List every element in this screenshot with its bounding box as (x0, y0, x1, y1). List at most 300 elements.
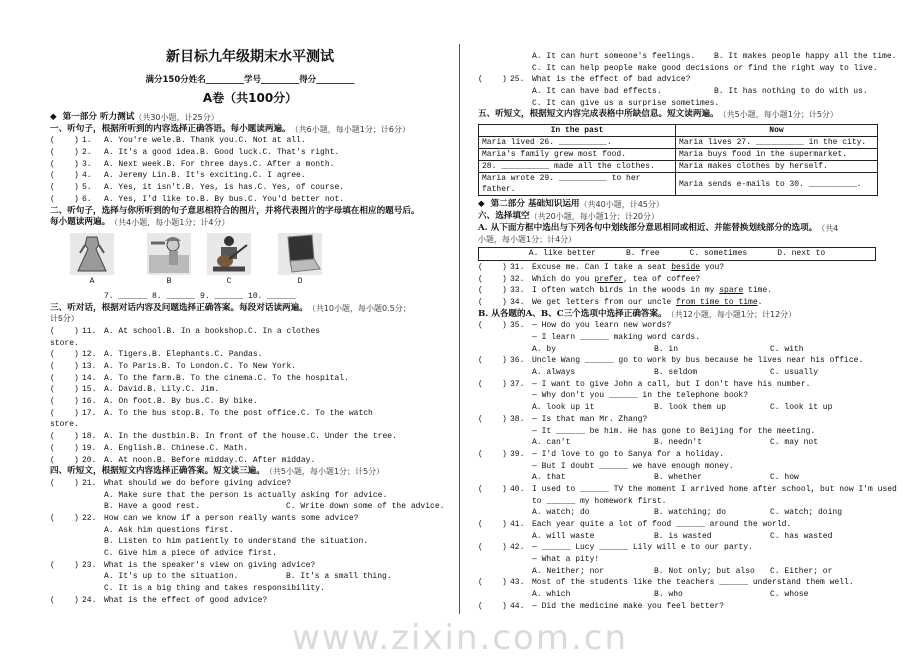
question-text: What is the effect of good advice? (104, 595, 268, 605)
heading-score-note: （共4 (817, 223, 839, 233)
question-text (532, 285, 772, 297)
question-row (478, 262, 914, 274)
question-number: 32. (510, 274, 525, 284)
question-text: Most of the students like the teachers ______ understand them well. (532, 578, 854, 588)
section-heading (478, 309, 914, 321)
question-row (50, 170, 450, 182)
question-row (50, 513, 450, 525)
question-number: 23. (82, 560, 97, 570)
underlined-phrase: prefer (594, 274, 624, 284)
answer-option: C. It can help people make good decisions or find the right way to live. (532, 63, 878, 73)
question-number: 20. (82, 455, 97, 465)
table-row (479, 149, 878, 161)
section-heading (478, 109, 914, 121)
question-row (478, 519, 914, 531)
answer-option: B. To London. (161, 362, 225, 371)
question-number: 12. (82, 350, 97, 360)
picture-row (50, 229, 450, 291)
answer-option: A. To Paris. (104, 362, 162, 371)
dialogue-line (50, 291, 450, 303)
answer-blank[interactable]: ( ) (50, 408, 79, 418)
section-heading (50, 217, 450, 229)
answer-blank[interactable]: ( ) (478, 75, 507, 85)
answer-option: C. look it up (770, 403, 833, 413)
option-row (50, 571, 450, 583)
answer-blank[interactable]: ( ) (50, 513, 79, 523)
continuation-text (50, 314, 450, 326)
answer-blank[interactable]: ( ) (50, 194, 79, 204)
answer-blank[interactable]: ( ) (50, 560, 79, 570)
question-number: 4. (82, 171, 92, 181)
answer-option: C. After midday. (238, 455, 316, 465)
answer-option: A. Yes, it isn't. (104, 183, 186, 193)
answer-option: A. Next week. (104, 159, 167, 169)
answer-option: C. To the watch (300, 408, 373, 418)
answer-option: B. Before midday. (156, 455, 239, 465)
question-row (478, 414, 914, 426)
option-row (478, 472, 914, 484)
answer-option: C. By bike. (204, 397, 258, 407)
table-cell: Maria lived 26. __________. (479, 137, 676, 149)
answer-blank[interactable]: ( ) (478, 262, 507, 272)
answer-option: B. Lily. (147, 385, 186, 395)
answer-option: C. That's right. (262, 148, 340, 158)
heading-instruction: 四、听短文，根据短文内容选择正确答案。短文读三遍。 (50, 466, 265, 477)
picture-label: A (89, 276, 95, 286)
answer-option: A. David. (104, 385, 148, 395)
table-cell: Maria's family grew most food. (479, 149, 676, 161)
question-number: 18. (82, 432, 97, 442)
section-heading (50, 124, 450, 136)
answer-option: B. By bus. (156, 397, 205, 407)
answer-option: C. Jim. (185, 385, 220, 395)
answer-option: C. Give him a piece of advice first. (104, 549, 277, 558)
dialogue-text: to ______ my homework first. (532, 496, 667, 506)
answer-blank[interactable]: ( ) (478, 449, 507, 459)
question-number: 37. (510, 379, 525, 389)
answer-option: B. It's exciting. (171, 171, 253, 181)
answer-blank[interactable]: ( ) (50, 326, 79, 336)
answer-option: A. Tigers. (104, 350, 153, 360)
table-cell: Maria buys food in the supermarket. (676, 149, 878, 161)
diamond-bullet-icon: ◆ (478, 199, 491, 210)
question-row (50, 159, 450, 171)
question-number: 2. (82, 148, 92, 158)
question-row (478, 320, 914, 332)
answer-blank[interactable]: ( ) (50, 148, 79, 158)
answer-option: B. It's a small thing. (286, 572, 392, 582)
option-row (478, 437, 914, 449)
question-row (50, 408, 450, 420)
answer-blank[interactable]: ( ) (50, 397, 79, 407)
answer-blank[interactable]: ( ) (478, 414, 507, 424)
continuation-text-content: store. (50, 420, 79, 430)
option-row (478, 367, 914, 379)
heading-instruction: 六、选择填空 (478, 210, 530, 221)
answer-option: C. To New York. (224, 362, 297, 371)
answer-option: C. how (770, 473, 799, 483)
question-row (478, 297, 914, 309)
picture-label: B (166, 276, 172, 286)
picture-label: D (297, 276, 303, 286)
answer-blank[interactable]: ( ) (478, 543, 507, 553)
question-row (50, 147, 450, 159)
option-row (478, 86, 914, 98)
question-row (50, 373, 450, 385)
question-number: 33. (510, 286, 525, 296)
answer-blank[interactable]: ( ) (478, 484, 507, 494)
question-text: — I'd love to go to Sanya for a holiday. (532, 449, 725, 459)
option-row (50, 548, 450, 560)
info-table (478, 124, 878, 196)
text-segment: We get letters from our uncle (532, 297, 677, 307)
table-row (479, 137, 878, 149)
question-row (50, 361, 450, 373)
table-header: In the past (479, 125, 676, 137)
option-row (50, 536, 450, 548)
answer-blank[interactable]: ( ) (478, 286, 507, 296)
answer-option: C. Write down some of the advice. (286, 502, 445, 512)
answer-blank[interactable]: ( ) (478, 520, 507, 529)
section-heading (50, 206, 450, 218)
question-number: 42. (510, 543, 525, 553)
answer-option: C. It can give us a surprise sometimes. (532, 98, 720, 108)
heading-score-note: （共10小题，每小题0.5分； (307, 303, 411, 313)
question-row (50, 443, 450, 455)
question-number: 16. (82, 397, 97, 407)
question-number: 40. (510, 484, 525, 494)
section-heading (478, 223, 914, 235)
answer-option: C. Either; or (770, 566, 833, 576)
question-row (478, 274, 914, 286)
heading-score-note: （共40小题，计45分） (579, 200, 664, 210)
answer-blank[interactable]: ( ) (50, 595, 79, 605)
question-number: 43. (510, 578, 525, 588)
dialogue-text: — I learn ______ making word cards. (532, 333, 701, 342)
question-text: — Did the medicine make you feel better? (532, 601, 725, 611)
question-number: 1. (82, 136, 92, 146)
answer-option: B. For three days. (166, 159, 253, 169)
diamond-bullet-icon: ◆ (50, 112, 63, 122)
answer-option: C. may not (770, 438, 819, 448)
answer-option: A. Make sure that the person is actually asking for advice. (104, 490, 388, 500)
answer-option: C. You'd better not. (248, 194, 345, 204)
answer-blank[interactable]: ( ) (478, 297, 507, 307)
question-text: — I want to give John a call, but I don't have his number. (532, 379, 811, 389)
heading-instruction: 第二部分 基础知识运用 (490, 199, 580, 210)
right-content (478, 51, 914, 613)
answer-option: A. At noon. (104, 455, 157, 465)
answer-option: A. In the dustbin. (104, 432, 191, 442)
answer-option: B. In a bookshop. (166, 326, 249, 336)
table-row (479, 173, 878, 196)
answer-option: A. To the farm. (104, 373, 177, 383)
heading-instruction: 二、听句子，选择与你所听到的句子意思相符合的图片，并将代表图片的字母填在相应的题号后。 (50, 205, 420, 216)
continuation-text-content: store. (50, 338, 79, 348)
heading-instruction: 第一部分 听力测试 (62, 112, 135, 122)
question-row (478, 379, 914, 391)
answer-option: C. In a clothes (248, 326, 321, 336)
dialogue-line (478, 496, 914, 508)
answer-option: C. To the hospital. (257, 373, 349, 383)
answer-option: B. Thank you. (176, 136, 239, 146)
question-text: What is the speaker's view on giving advice? (104, 560, 316, 570)
question-text: Uncle Wang ______ go to work by bus because he lives near his office. (532, 356, 864, 366)
answer-option: B. To the post office. (195, 408, 301, 418)
table-cell: Maria lives 27. __________ in the city. (676, 137, 878, 149)
question-number: 44. (510, 601, 525, 611)
column-divider (459, 44, 460, 614)
word-option: A. like better (528, 248, 596, 258)
answer-option: C. Not at all. (238, 136, 306, 146)
answer-option: B. It makes people happy all the time. (714, 52, 897, 61)
answer-option: C. After a month. (252, 159, 335, 169)
dialogue-line (478, 332, 914, 344)
answer-option: B. look them up (654, 403, 727, 413)
answer-option: A. Jeremy Lin. (104, 171, 172, 181)
answer-blank[interactable]: ( ) (478, 379, 507, 389)
answer-option: B. Have a good rest. (104, 502, 201, 512)
answer-option: C. with (770, 344, 804, 354)
answer-option: C. It is a big thing and takes responsibility. (104, 584, 325, 594)
answer-option: C. Under the tree. (310, 432, 397, 442)
answer-blank[interactable]: ( ) (50, 432, 79, 442)
question-row (478, 577, 914, 589)
section-heading (478, 211, 914, 223)
boy-guitar-picture (207, 233, 251, 275)
question-row (50, 326, 450, 338)
answer-option: B. To the cinema. (176, 373, 258, 383)
section-heading (50, 466, 450, 478)
heading-instruction: 三、听对话，根据对话内容及问题选择正确答案。每段对话读两遍。 (50, 302, 308, 313)
answer-option: B. Not only; but also (654, 566, 755, 576)
answer-option: C. usually (770, 368, 819, 378)
text-segment: Excuse me. Can I take a seat (532, 262, 672, 272)
answer-option: C. Pandas. (214, 350, 263, 360)
question-row (50, 396, 450, 408)
dialogue-line (478, 461, 914, 473)
answer-option: A. watch; do (532, 508, 590, 518)
exam-title: 新目标九年级期末水平测试 (166, 49, 334, 65)
underlined-phrase: spare (719, 286, 744, 296)
answer-option: B. Good luck. (200, 148, 263, 158)
text-segment: . (757, 297, 763, 307)
answer-blank[interactable]: ( ) (50, 362, 79, 371)
answer-option: B. seldom (654, 368, 698, 378)
exam-info-line: 满分150分姓名_________学号_________得分_________ (145, 75, 355, 85)
question-text: I used to ______ TV the moment I arrived home after school, but now I'm used (532, 484, 897, 494)
question-number: 39. (510, 449, 525, 459)
answer-blank[interactable]: ( ) (50, 183, 79, 193)
answer-option: B. in (654, 344, 679, 354)
question-row (50, 135, 450, 147)
dialogue-text: — Why don't you ______ in the telephone book? (532, 391, 749, 401)
answer-option: B. is wasted (654, 531, 712, 541)
table-cell: Maria makes clothes by herself. (676, 161, 878, 173)
text-segment: time. (743, 286, 773, 296)
heading-instruction: 五、听短文，根据短文内容完成表格中所缺信息。短文读两遍。 (478, 109, 719, 120)
question-number: 14. (82, 373, 97, 383)
answer-blank[interactable]: ( ) (478, 601, 507, 611)
table-cell: Maria sends e-mails to 30. __________. (676, 173, 878, 196)
question-number: 38. (510, 414, 525, 424)
answer-option: C. watch; doing (770, 508, 843, 518)
dialogue-line (478, 426, 914, 438)
question-number: 17. (82, 408, 97, 418)
answer-option: C. whose (770, 590, 809, 600)
answer-option: A. will waste (532, 531, 595, 541)
left-content (50, 112, 450, 606)
question-text: — ______ Lucy ______ Lily will e to our party. (532, 543, 753, 553)
question-number: 3. (82, 159, 92, 169)
question-row (478, 601, 914, 613)
watermark: www.zixin.com.cn (292, 618, 628, 658)
answer-blank[interactable]: ( ) (50, 455, 79, 465)
question-number: 19. (82, 443, 97, 453)
answer-option: A. which (532, 590, 571, 600)
word-option: B. free (625, 248, 660, 258)
word-option: D. next to (777, 248, 826, 258)
question-row (478, 449, 914, 461)
heading-score-note: （共30小题，计25分） (134, 113, 219, 122)
answer-blank[interactable]: ( ) (50, 385, 79, 395)
text-segment: you? (700, 262, 725, 272)
answer-option: B. watching; do (654, 508, 727, 518)
answer-option: A. look up it (532, 403, 595, 413)
answer-blank[interactable]: ( ) (50, 373, 79, 383)
option-row (478, 63, 914, 75)
question-row (478, 542, 914, 554)
question-text: What should we do before giving advice? (104, 478, 292, 488)
question-row (50, 349, 450, 361)
question-text: What is the effect of bad advice? (532, 75, 691, 85)
picture-label: C (226, 276, 232, 286)
table-cell: Maria wrote 29. __________ to her father. (479, 173, 676, 196)
continuation-text (50, 338, 450, 350)
question-text: Each year quite a lot of food ______ around the world. (532, 520, 792, 529)
answer-option: A. It can have bad effects. (532, 87, 662, 97)
answer-option: C. I agree. (252, 171, 306, 181)
heading-score-note: （共6小题，每小题1分；计6分） (290, 124, 410, 134)
question-number: 35. (510, 321, 525, 331)
text-segment: , tea of coffee? (623, 274, 701, 284)
answer-blank[interactable]: ( ) (478, 274, 507, 284)
question-number: 25. (510, 75, 525, 85)
answer-option: B. In front of the house. (190, 432, 311, 442)
answer-option: B. who (654, 590, 683, 600)
continuation-text-content: 计5分） (50, 315, 79, 325)
question-text: How can we know if a person really wants some advice? (104, 513, 359, 523)
answer-option: B. By bus. (200, 194, 249, 204)
question-row (50, 595, 450, 607)
answer-blank[interactable]: ( ) (50, 350, 79, 360)
question-row (478, 484, 914, 496)
answer-option: A. It's a good idea. (104, 148, 201, 158)
answer-option: B. Listen to him patiently to understand the situation. (104, 537, 369, 547)
girl-cooking-picture (147, 233, 191, 275)
question-number: 41. (510, 520, 525, 529)
table-row (479, 161, 878, 173)
option-row (50, 525, 450, 537)
option-row (478, 507, 914, 519)
heading-score-note: （共5小题，每小题1分；计5分） (718, 110, 838, 120)
answer-blank[interactable]: ( ) (50, 171, 79, 181)
answer-option: B. Elephants. (152, 350, 215, 360)
word-option: C. sometimes (689, 248, 748, 258)
question-number: 36. (510, 356, 525, 366)
answer-option: C. Yes, of course. (257, 183, 345, 193)
answer-option: A. It's up to the situation. (104, 572, 239, 582)
question-row (50, 182, 450, 194)
heading-instruction: 一、听句子，根据所听到的内容选择正确答语。每小题读两遍。 (50, 123, 291, 134)
heading-score-note: 小题，每小题1分；计4分） (478, 235, 577, 245)
question-number: 15. (82, 385, 97, 395)
laptop-picture (278, 233, 322, 275)
question-row (50, 478, 450, 490)
answer-blank[interactable]: ( ) (50, 159, 79, 169)
answer-option: A. that (532, 473, 566, 483)
answer-blank[interactable]: ( ) (50, 136, 79, 146)
question-number: 31. (510, 262, 525, 272)
word-box (478, 247, 876, 261)
option-row (50, 490, 450, 502)
heading-score-note: （共5小题，每小题1分；计5分） (264, 467, 385, 477)
answer-option: A. At school. (104, 326, 167, 336)
dialogue-text: 7. ______ 8. ______ 9. ______ 10. ______ (104, 291, 297, 301)
option-row (478, 98, 914, 110)
dialogue-line (478, 554, 914, 566)
question-number: 11. (82, 326, 97, 336)
option-row (478, 51, 914, 63)
option-row (50, 583, 450, 595)
table-header: Now (676, 125, 878, 137)
question-row (50, 384, 450, 396)
section-heading (478, 234, 914, 246)
answer-blank[interactable]: ( ) (478, 356, 507, 366)
heading-score-note: （共4小题，每小题1分；计4分） (110, 218, 230, 228)
answer-option: B. whether (654, 473, 703, 483)
question-row (478, 285, 914, 297)
table-header-row (479, 125, 878, 137)
answer-option: A. To the bus stop. (104, 408, 196, 418)
answer-blank[interactable]: ( ) (478, 321, 507, 331)
question-row (50, 455, 450, 467)
answer-option: B. needn't (654, 438, 703, 448)
answer-option: A. It can hurt someone's feelings. (532, 52, 696, 61)
answer-option: B. Chinese. (156, 443, 210, 453)
question-number: 24. (82, 595, 97, 605)
answer-option: B. Yes, is has. (185, 183, 258, 193)
text-segment: I often watch birds in the woods in my (532, 286, 720, 296)
heading-instruction: A. 从下面方框中选出与下列各句中划线部分意思相同或相近、并能替换划线部分的选项。 (478, 222, 818, 233)
question-text (532, 274, 700, 286)
answer-blank[interactable]: ( ) (478, 578, 507, 588)
option-row (478, 566, 914, 578)
answer-option: A. You're wele. (104, 136, 177, 146)
question-row (50, 560, 450, 572)
paper-section-title: A卷（共100分） (202, 91, 298, 105)
table-cell: 28. __________ made all the clothes. (479, 161, 676, 173)
dialogue-text: — But I doubt ______ we have enough money. (532, 461, 734, 471)
question-row (478, 355, 914, 367)
answer-option: A. English. (104, 443, 157, 453)
question-text (532, 262, 724, 274)
dialogue-line (478, 390, 914, 402)
answer-blank[interactable]: ( ) (50, 478, 79, 488)
part-heading (478, 199, 914, 211)
answer-blank[interactable]: ( ) (50, 443, 79, 453)
heading-instruction: B. 从各题的A、B、C三个选项中选择正确答案。 (478, 308, 667, 319)
